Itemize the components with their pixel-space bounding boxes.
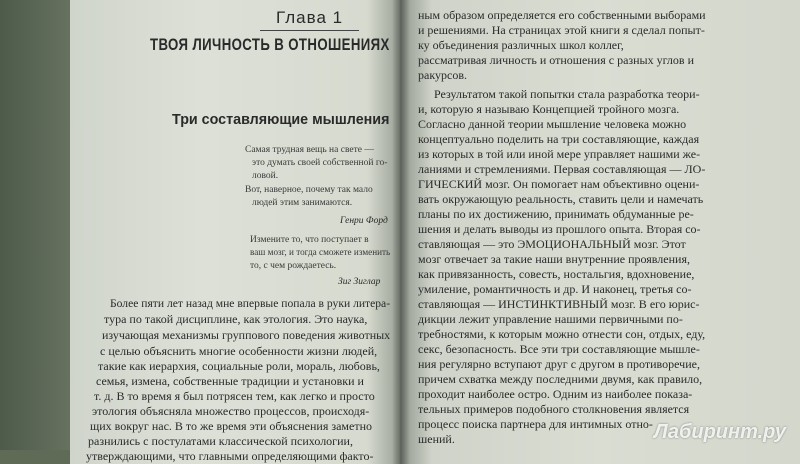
text-line: процесс поиска партнера для интимных отно- [418, 417, 653, 431]
text-line: ракурсов. [418, 68, 467, 82]
text-line: умиление, романтичность и др. И наконец, третья со- [418, 282, 692, 296]
watermark-logo: Лабиринт.ру [653, 421, 786, 443]
chapter-label: Глава 1 [260, 8, 359, 31]
epigraph-line: ловой. [252, 171, 279, 181]
left-page [70, 0, 400, 464]
text-line: причем схватка между последними двумя, как правило, [418, 372, 703, 386]
text-line: из которых в той или иной мере управляет нашими же- [418, 147, 701, 161]
text-line: ланиями и стремлениями. Первая составляющая — ЛО- [418, 162, 706, 176]
text-line: Согласно данной теории мышление человека можно [418, 117, 687, 131]
epigraph-line: то, с чем рождаетесь. [250, 261, 337, 271]
text-line: дикции лежит управление нашими первичными по- [418, 312, 683, 326]
text-line: секс, безопасность. Все эти три составляющие мышле- [418, 342, 700, 356]
text-line: как привязанность, совесть, ностальгия, вдохновение, [418, 267, 695, 281]
text-line: шений. [418, 432, 455, 446]
text-line: вать окружающую реальность, ставить цели и намечать [418, 192, 704, 206]
text-line: утверждающими, что главными определяющими факто- [86, 449, 374, 463]
epigraph-line: Вот, наверное, почему так мало [245, 185, 373, 195]
text-line: семья, измена, собственные традиции и установки и [96, 374, 364, 388]
text-line: концептуально поделить на три составляющие, каждая [418, 132, 700, 146]
epigraph-author: Зиг Зиглар [338, 277, 381, 287]
text-line: проходит наиболее остро. Одним из наиболее показа- [418, 387, 693, 401]
text-line: с целью объяснить многие особенности жизни людей, [100, 344, 378, 358]
text-line: ния регулярно вступают друг с другом в противоречие, [418, 357, 700, 371]
text-line: такие как иерархия, социальные роли, мораль, любовь, [98, 359, 380, 373]
epigraph-line: это думать своей собственной го- [252, 158, 388, 168]
text-line: рассматривая личность и отношения с разных углов и [418, 53, 695, 67]
book-gutter [392, 0, 410, 464]
text-line: этология объясняла множество процессов, происходя- [92, 404, 370, 418]
text-line: ставляющая — это ЭМОЦИОНАЛЬНЫЙ мозг. Этот [418, 237, 686, 251]
text-line: тельных примеров подобного столкновения является [418, 402, 690, 416]
text-line: и решениями. На страницах этой книги я сделал попыт- [418, 23, 705, 37]
epigraph-line: людей этим занимаются. [252, 198, 353, 208]
text-line: Результатом такой попытки стала разработка теори- [434, 87, 700, 101]
text-line: Более пяти лет назад мне впервые попала в руки литера- [110, 296, 391, 310]
text-line: мозг отвечает за такие наши внутренние проявления, [418, 252, 690, 266]
text-line: и, которую я называю Концепцией тройного мозга. [418, 102, 680, 116]
text-line: шения и делать выводы из прошлого опыта. Вторая со- [418, 222, 701, 236]
text-line: щих вокруг нас. В то же время эти объяснения заметно [90, 419, 373, 433]
book-spread [70, 0, 800, 464]
text-line: изучающая механизмы группового поведения животных [102, 328, 391, 342]
epigraph-line: Самая трудная вещь на свете — [245, 145, 374, 155]
text-line: ным образом определяется его собственными выборами [418, 8, 706, 22]
text-line: т. д. В то время я был потрясен тем, как легко и просто [94, 389, 375, 403]
epigraph-line: Измените то, что поступает в [250, 235, 369, 245]
text-line: ку объединения различных школ коллег, [418, 38, 624, 52]
section-title: Три составляющие мышления [172, 112, 390, 128]
text-line: разнились с постулатами классической психологии, [88, 434, 353, 448]
right-page [400, 0, 800, 464]
chapter-title: ТВОЯ ЛИЧНОСТЬ В ОТНОШЕНИЯХ [150, 35, 390, 54]
text-line: требностями, к которым можно отнести сон, отдых, еду, [418, 327, 706, 341]
table-surface [0, 0, 80, 450]
text-line: планы по их достижению, принимать обдуманные ре- [418, 207, 694, 221]
text-line: ГИЧЕСКИЙ мозг. Он помогает нам объективно оцени- [418, 177, 700, 191]
epigraph-author: Генри Форд [340, 216, 388, 226]
text-line: тура по такой дисциплине, как этология. Это наука, [104, 312, 368, 326]
epigraph-line: ваш мозг, и тогда сможете изменить [250, 248, 391, 258]
text-line: ставляющая — ИНСТИНКТИВНЫЙ мозг. В его юрис- [418, 297, 700, 311]
